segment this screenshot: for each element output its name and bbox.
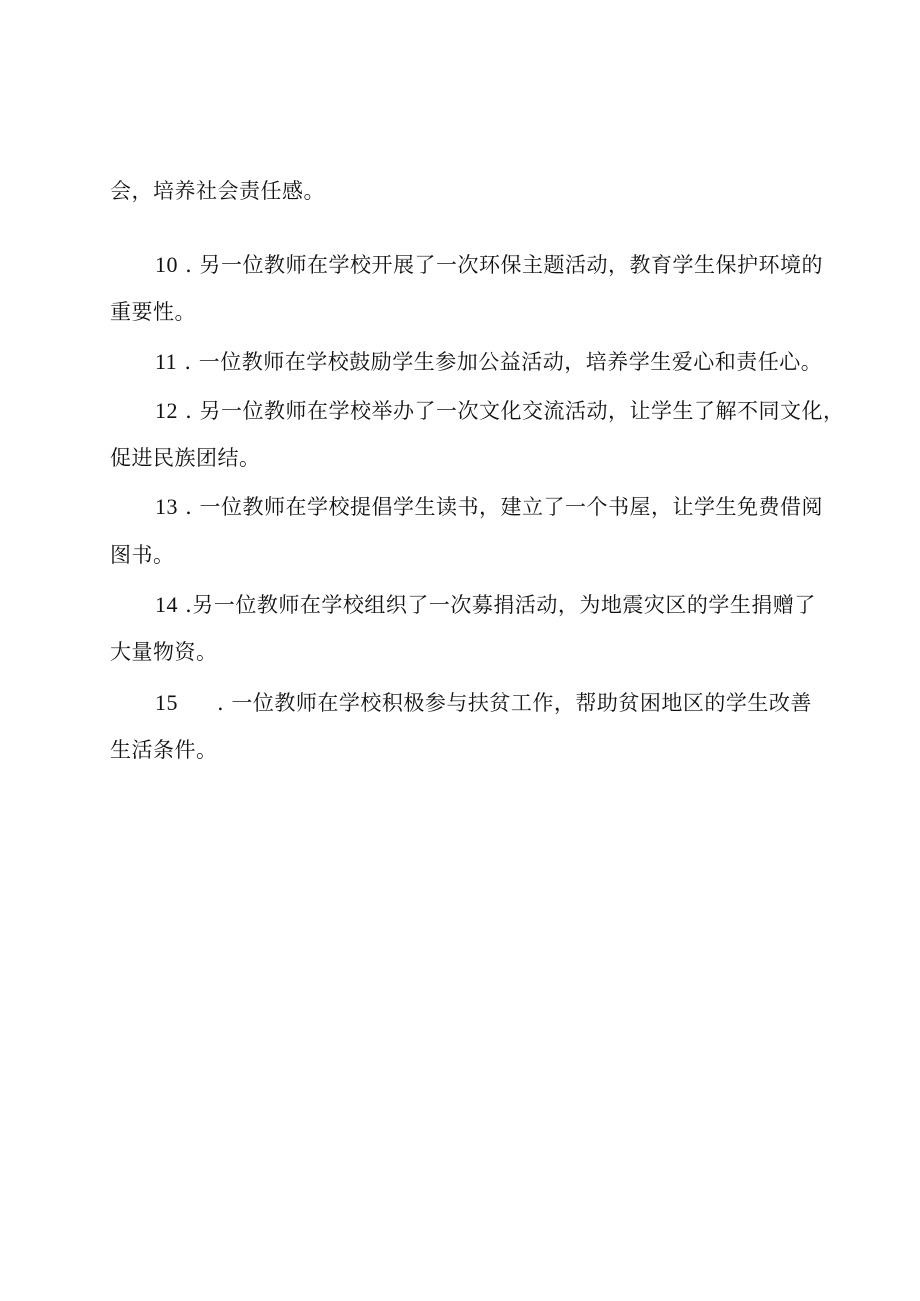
item-number: 11	[155, 349, 178, 374]
item-text: . 另一位教师在学校开展了一次环保主题活动，教育学生保护环境的	[178, 253, 824, 277]
item-number: 12	[155, 398, 178, 423]
item-number: 13	[155, 494, 178, 519]
item-text: . 一位教师在学校鼓励学生参加公益活动，培养学生爱心和责任心。	[177, 350, 823, 374]
list-item-13-line1	[155, 492, 823, 522]
list-item-12-line2: 促进民族团结。	[110, 446, 261, 470]
list-item-15-line1	[155, 688, 812, 718]
list-item-14-line2: 大量物资。	[110, 640, 218, 664]
item-text: . 一位教师在学校积极参与扶贫工作，帮助贫困地区的学生改善	[217, 691, 812, 715]
list-item-10-line2: 重要性。	[110, 300, 196, 324]
lead-line: 会，培养社会责任感。	[110, 179, 325, 203]
list-item-11-line1	[155, 347, 822, 377]
list-item-15-line2: 生活条件。	[110, 738, 218, 762]
item-text: . 另一位教师在学校举办了一次文化交流活动，让学生了解不同文化，	[178, 399, 845, 423]
list-item-13-line2: 图书。	[110, 543, 175, 567]
item-number: 10	[155, 252, 178, 277]
item-number: 15	[155, 690, 178, 715]
item-number: 14	[155, 592, 178, 617]
item-text: .另一位教师在学校组织了一次募捐活动，为地震灾区的学生捐赠了	[178, 593, 816, 617]
list-item-10-line1	[155, 250, 823, 280]
item-text: . 一位教师在学校提倡学生读书，建立了一个书屋，让学生免费借阅	[178, 495, 824, 519]
list-item-12-line1	[155, 396, 845, 426]
list-item-14-line1	[155, 590, 816, 620]
